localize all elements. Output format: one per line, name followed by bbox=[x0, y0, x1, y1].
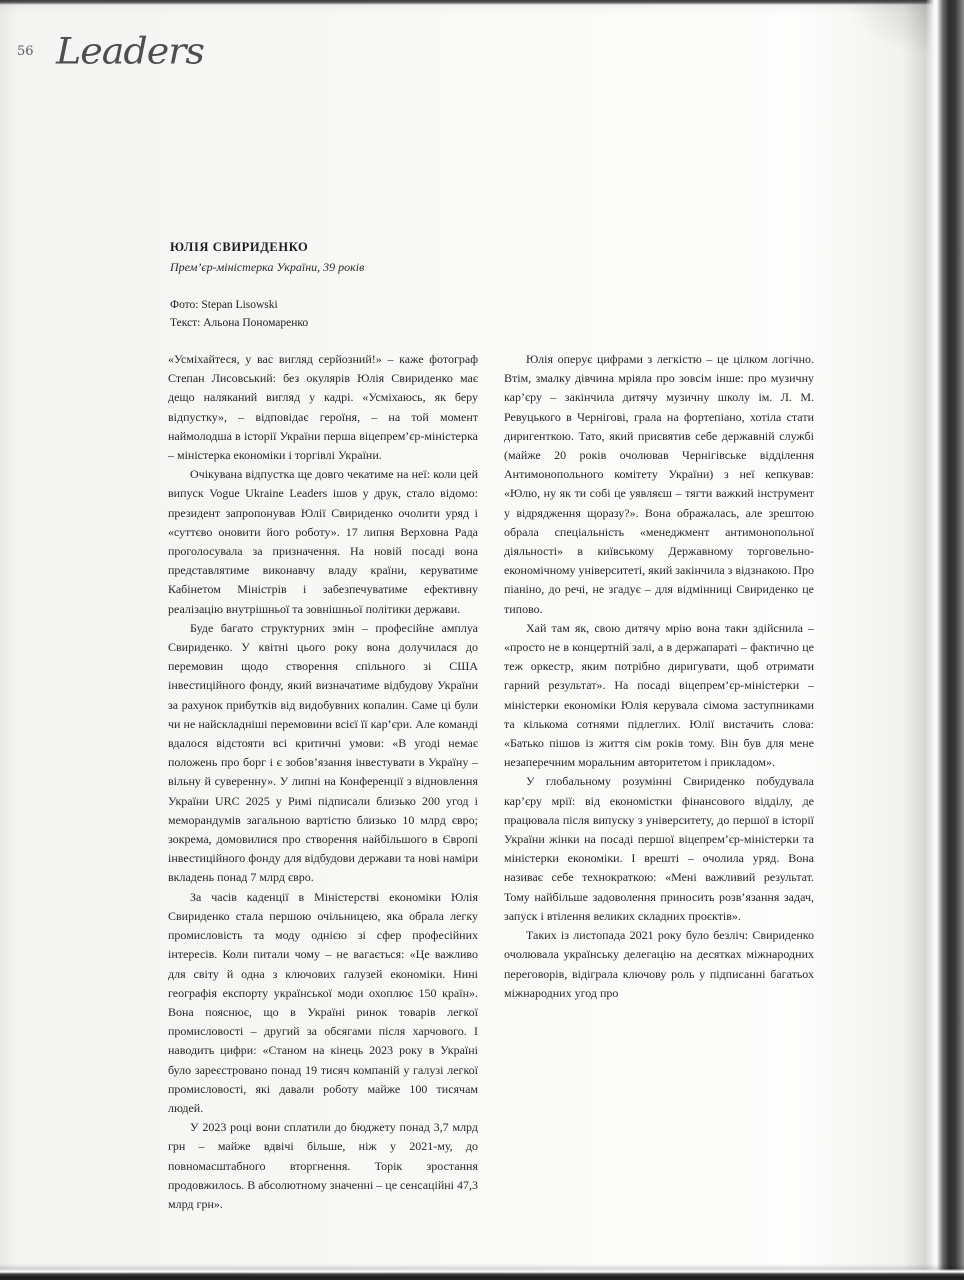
article-header bbox=[170, 240, 590, 275]
body-paragraph: У глобальному розумінні Свириденко побудувала кар’єру мрії: від економістки фінансового відділу, де працювала після випуску з університету, до першої в історії України жінки на посаді першої віцепрем’єр-міністерки та міністерки економіки. І врешті – очолила уряд. Вона називає себе технократкою: «Мені важливий результат. Тому найбільше задоволення приносить розв’язання задач, запуск і втілення великих складних проєктів». bbox=[504, 774, 814, 923]
section-title: Leaders bbox=[56, 29, 204, 73]
article-title: ЮЛІЯ СВИРИДЕНКО bbox=[170, 240, 309, 254]
article-credits bbox=[170, 296, 590, 332]
body-paragraph: Буде багато структурних змін – професійне амплуа Свириденко. У квітні цього року вона долучилася до перемовин щодо створення спільного зі США інвестиційного фонду, який визначатиме відбудову України за рахунок прибутків від видобувних копалин. Саме ці були чи не найскладніші перемовини всієї її кар’єри. Але команді вдалося відстояти всі критичні умови: «В угоді немає положень про борг і є зобов’язання інвестувати в Україну – вільну й суверенну». У липні на Конференції з відновлення України URC 2025 у Римі підписали близько 200 угод і меморандумів загальною вартістю близько 10 млрд євро; зокрема, домовилися про створення найбільшого в Європі інвестиційного фонду для відбудови держави та нові наміри вкладень понад 7 млрд євро. bbox=[168, 620, 478, 885]
body-paragraph: За часів каденції в Міністерстві економіки Юлія Свириденко стала першою очільницею, яка обрала легку промисловість та моду однією зі сфер професійних інтересів. Коли питали чому – не вагається: «Це важливо для світу й одна з ключових галузей економіки. Нині географія експорту української моди охоплює 150 країн». Вона пояснює, що в Україні ринок товарів легкої промисловості – другий за обсягами після харчового. І наводить цифри: «Станом на кінець 2023 року в Україні було зареєстровано понад 19 тисяч компаній у галузі легкої промисловості, які давали роботу майже 100 тисячам людей. bbox=[168, 889, 478, 1115]
page-number: 56 bbox=[17, 44, 34, 59]
scan-edge-bottom bbox=[0, 1264, 964, 1280]
scan-edge-top bbox=[0, 0, 964, 5]
body-paragraph: «Усміхайтеся, у вас вигляд серйозний!» – каже фотограф Степан Лисовський: без окулярів Юлія Свириденко має дещо наляканий вигляд у кадрі. «Усміхаюсь, як беру відпустку», – відповідає героїня, – на той момент наймолодша в історії України перша віцепрем’єр-міністерка – міністерка економіки і торгівлі України. bbox=[168, 352, 478, 463]
scan-edge-right bbox=[902, 0, 964, 1280]
body-paragraph: У 2023 році вони сплатили до бюджету понад 3,7 млрд грн – майже вдвічі більше, ніж у 2021-му, до повномасштабного вторгнення. Торік зростання продовжилось. В абсолютному значенні – це сенсаційні 47,3 млрд грн». bbox=[168, 1120, 478, 1211]
body-paragraph: Хай там як, свою дитячу мрію вона таки здійснила – «просто не в концертній залі, а в держапараті – фактично це теж оркестр, яким потрібно диригувати, щоб отримати гарний результат». На посаді віцепрем’єр-міністерки – міністерки економіки Юлія керувала сімома заступниками та кількома сотнями підлеглих. Юлії вистачить слова: «Батько пішов із життя сім років тому. Він був для мене незаперечним моральним авторитетом і прикладом». bbox=[504, 620, 814, 770]
body-paragraph: Юлія оперує цифрами з легкістю – це цілком логічно. Втім, змалку дівчина мріяла про зовсім інше: про музичну кар’єру – закінчила дитячу музичну школу ім. Л. М. Ревуцького в Чернігові, грала на фортепіано, хотіла стати диригенткою. Тато, який присвятив себе державній службі (майже 20 років очолював Чернігівське відділення Антимонопольного комітету України) з неї кепкував: «Юлю, ну як ти собі це уявляєш – тягти важкий інструмент у відрядження щоразу?». Вона ображалась, але зрештою обрала спеціальність «менеджмент антимонопольної діяльності» в київському Державному торговельно-економічному університеті, який закінчила з відзнакою. Про піаніно, до речі, не згадує – для відмінниці Свириденко це типово. bbox=[504, 352, 814, 616]
photo-credit: Фото: Stepan Lisowski bbox=[170, 299, 278, 311]
text-credit: Текст: Альона Пономаренко bbox=[170, 317, 309, 329]
article-subtitle: Прем’єр-міністерка України, 39 років bbox=[170, 260, 365, 274]
article-body bbox=[168, 350, 814, 1216]
body-paragraph: Очікувана відпустка ще довго чекатиме на неї: коли цей випуск Vogue Ukraine Leaders ішов у друк, стало відомо: президент запропонував Юлії Свириденко очолити уряд і «суттєво оновити його роботу». 17 липня Верховна Рада проголосувала за призначення. На новій посаді вона представлятиме виконавчу владу країни, керуватиме Кабінетом Міністрів і забезпечуватиме ефективну реалізацію внутрішньої та зовнішньої політики держави. bbox=[168, 467, 478, 616]
body-paragraph: Таких із листопада 2021 року було безліч: Свириденко очолювала українську делегацію на десятках міжнародних переговорів, відіграла ключову роль у підписанні багатьох міжнародних угод про bbox=[504, 928, 814, 1000]
